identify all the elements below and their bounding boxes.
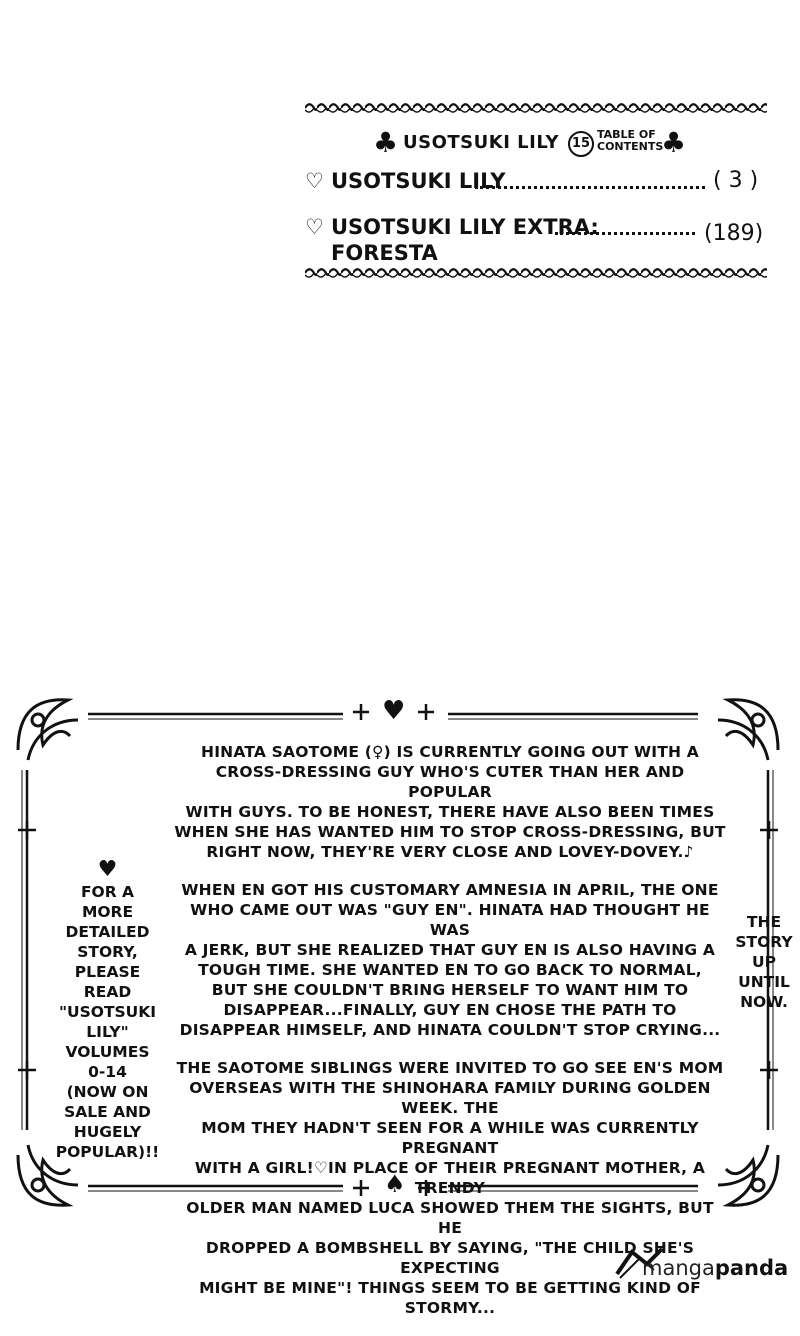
dot-leader: [475, 186, 705, 189]
club-icon: ♣: [373, 126, 399, 159]
toc-entry-page: (189): [704, 221, 764, 246]
heart-outline-icon: ♡: [305, 169, 324, 193]
heart-icon: ♥: [97, 857, 118, 882]
toc-entry-title-line2: FORESTA: [331, 241, 438, 265]
toc-label-line1: TABLE OF: [597, 128, 656, 141]
spade-ornament-icon: ♠: [384, 1170, 406, 1198]
watermark-part2: panda: [714, 1256, 789, 1280]
side-note-left: [55, 858, 160, 1162]
toc-title-row: [305, 126, 767, 163]
club-icon: ♣: [661, 126, 687, 159]
toc-entry-title-line1: USOTSUKI LILY EXTRA:: [331, 215, 599, 239]
summary-paragraph-3: THE SAOTOME SIBLINGS WERE INVITED TO GO SEE EN'S MOM OVERSEAS WITH THE SHINOHARA FAMILY DURING GOLDEN WEEK. THE MOM THEY HADN'T SEEN FOR A WHILE WAS CURRENTLY PREGNANT WITH A GIRL!♡IN PLACE OF THEIR PREGNANT MOTHER, A TRENDY OLDER MAN NAMED LUCA SHOWED THEM THE SIGHTS, BUT HE DROPPED A BOMBSHELL BY SAYING, "THE CHILD SHE'S EXPECTING MIGHT BE MINE"! THINGS SEEM TO BE GETTING KIND OF STORMY...: [176, 1059, 724, 1317]
table-of-contents: [305, 103, 767, 281]
series-title: USOTSUKI LILY: [403, 132, 560, 153]
volume-badge: 15: [568, 131, 594, 157]
toc-entry: [305, 169, 505, 193]
dot-leader: [555, 232, 695, 235]
summary-paragraph-2: WHEN EN GOT HIS CUSTOMARY AMNESIA IN APRIL, THE ONE WHO CAME OUT WAS "GUY EN". HINATA HAD THOUGHT HE WAS A JERK, BUT SHE REALIZED THAT GUY EN IS ALSO HAVING A TOUGH TIME. SHE WANTED EN TO GO BACK TO NORMAL, BUT SHE COULDN'T BRING HERSELF TO WANT HIM TO DISAPPEAR...FINALLY, GUY EN CHOSE THE PATH TO DISAPPEAR HIMSELF, AND HINATA COULDN'T STOP CRYING...: [179, 881, 721, 1039]
summary-paragraph-1: HINATA SAOTOME (♀) IS CURRENTLY GOING OUT WITH A CROSS-DRESSING GUY WHO'S CUTER THAN HER AND POPULAR WITH GUYS. TO BE HONEST, THERE HAVE ALSO BEEN TIMES WHEN SHE HAS WANTED HIM TO STOP CROSS-DRESSING, BUT RIGHT NOW, THEY'RE VERY CLOSE AND LOVEY-DOVEY.♪: [174, 743, 726, 861]
side-note-right: THE STORY UP UNTIL NOW.: [735, 913, 793, 1011]
watermark-text: [642, 1256, 788, 1280]
toc-label: [597, 129, 663, 153]
toc-entry-page: ( 3 ): [713, 168, 759, 193]
braid-border-top: [305, 103, 767, 113]
toc-entry-title: USOTSUKI LILY: [331, 169, 506, 193]
toc-entry: [305, 214, 599, 266]
braid-border-bottom: [305, 268, 767, 278]
heart-outline-icon: ♡: [305, 215, 324, 239]
side-note-left-text: FOR A MORE DETAILED STORY, PLEASE READ "USOTSUKI LILY" VOLUMES 0-14 (NOW ON SALE AND HUGELY POPULAR)!!: [55, 883, 160, 1161]
toc-label-line2: CONTENTS: [597, 140, 664, 153]
watermark: [612, 1240, 797, 1292]
heart-ornament-icon: ♥: [382, 696, 406, 726]
watermark-part1: manga: [642, 1256, 715, 1280]
